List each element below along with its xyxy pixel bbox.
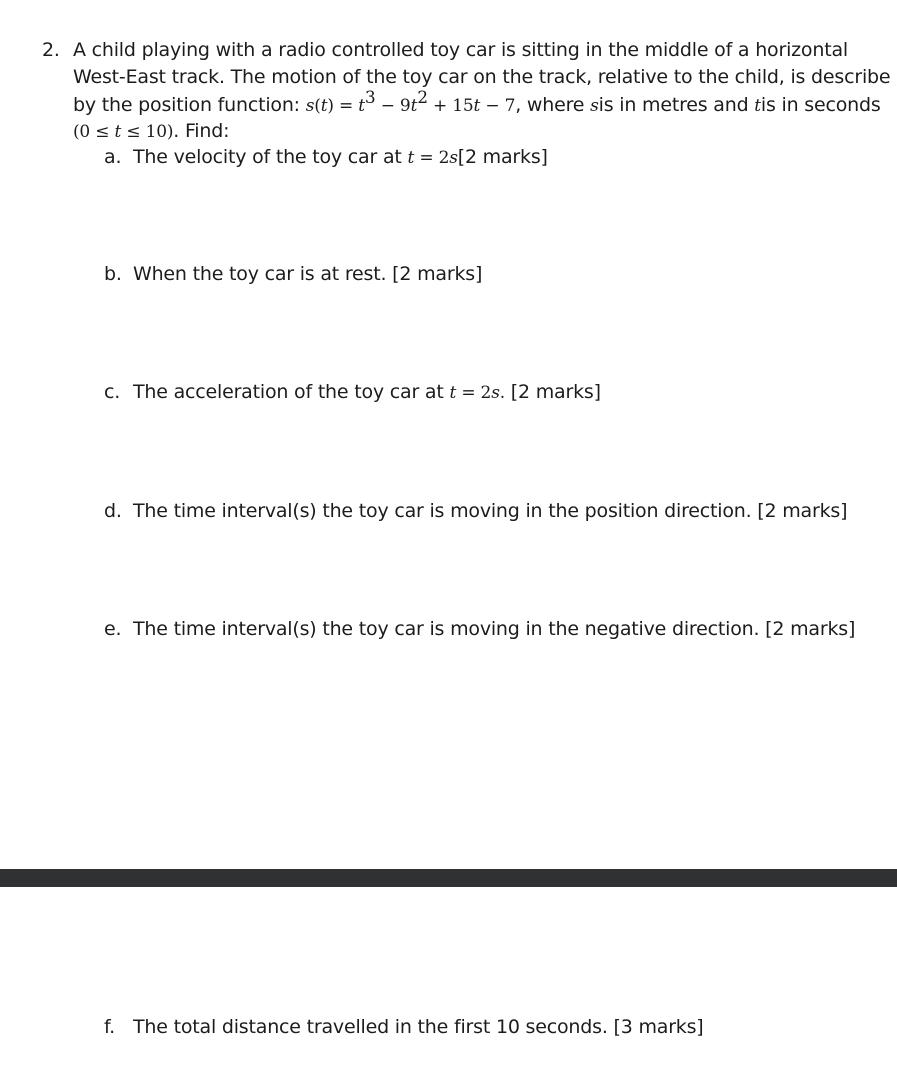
term-t: t — [473, 96, 481, 116]
part-b-text: When the toy car is at rest. [2 marks] — [133, 263, 483, 285]
part-c-dot: . — [499, 383, 505, 403]
part-f-text: The total distance travelled in the first 10 seconds. [3 marks] — [133, 1016, 704, 1038]
line3-prefix: by the position function: — [73, 94, 306, 116]
func-paren: ( — [314, 96, 321, 116]
line3-where: , where — [515, 94, 591, 116]
part-a-body: The velocity of the toy car at — [133, 146, 408, 168]
domain-close: ≤ 10) — [121, 122, 174, 142]
part-d-text: The time interval(s) the toy car is moving in the position direction. [2 marks] — [133, 500, 848, 522]
minus-9: − 9 — [375, 96, 411, 116]
part-c-unit: s — [491, 383, 500, 403]
part-e-text: The time interval(s) the toy car is moving in the negative direction. [2 marks] — [133, 618, 856, 640]
func-s: s — [305, 96, 315, 116]
part-d-label: d. — [104, 500, 122, 522]
minus-7: − 7 — [480, 96, 516, 116]
func-close: ) = — [327, 96, 359, 116]
question-line-1: A child playing with a radio controlled toy car is sitting in the middle of a horizontal — [73, 39, 848, 61]
var-t: t — [754, 96, 761, 116]
part-a-label: a. — [104, 146, 122, 168]
exponent-2: 2 — [417, 88, 428, 108]
question-number: 2. — [42, 39, 60, 61]
page-break-divider — [0, 869, 897, 887]
term-t-cubed: t — [358, 96, 365, 116]
part-a-eq: = 2 — [414, 148, 450, 168]
term-t-squared: t — [410, 96, 418, 116]
question-line-4 — [73, 119, 229, 144]
part-c-label: c. — [104, 381, 121, 403]
part-a-t: t — [407, 148, 415, 168]
part-c-eq: = 2 — [456, 383, 492, 403]
part-c-t: t — [449, 383, 457, 403]
question-line-3 — [73, 88, 881, 118]
is-in-metres: is in metres and — [598, 94, 755, 116]
plus-15: + 15 — [427, 96, 474, 116]
part-c-marks: [2 marks] — [504, 381, 601, 403]
part-c-text — [133, 380, 601, 405]
part-a-text — [133, 145, 548, 170]
part-b-label: b. — [104, 263, 122, 285]
part-e-label: e. — [104, 618, 122, 640]
part-a-unit: s — [449, 148, 458, 168]
domain-t: t — [114, 122, 122, 142]
part-c-body: The acceleration of the toy car at — [133, 381, 450, 403]
func-t: t — [320, 96, 328, 116]
is-in-seconds: is in seconds — [760, 94, 881, 116]
part-a-marks: [2 marks] — [457, 146, 548, 168]
var-s: s — [590, 96, 599, 116]
exponent-3: 3 — [364, 88, 376, 108]
domain-open: (0 ≤ — [73, 122, 115, 142]
part-f-label: f. — [104, 1016, 115, 1038]
find-text: . Find: — [173, 120, 230, 142]
question-line-2: West-East track. The motion of the toy car on the track, relative to the child, is describe — [73, 66, 891, 88]
